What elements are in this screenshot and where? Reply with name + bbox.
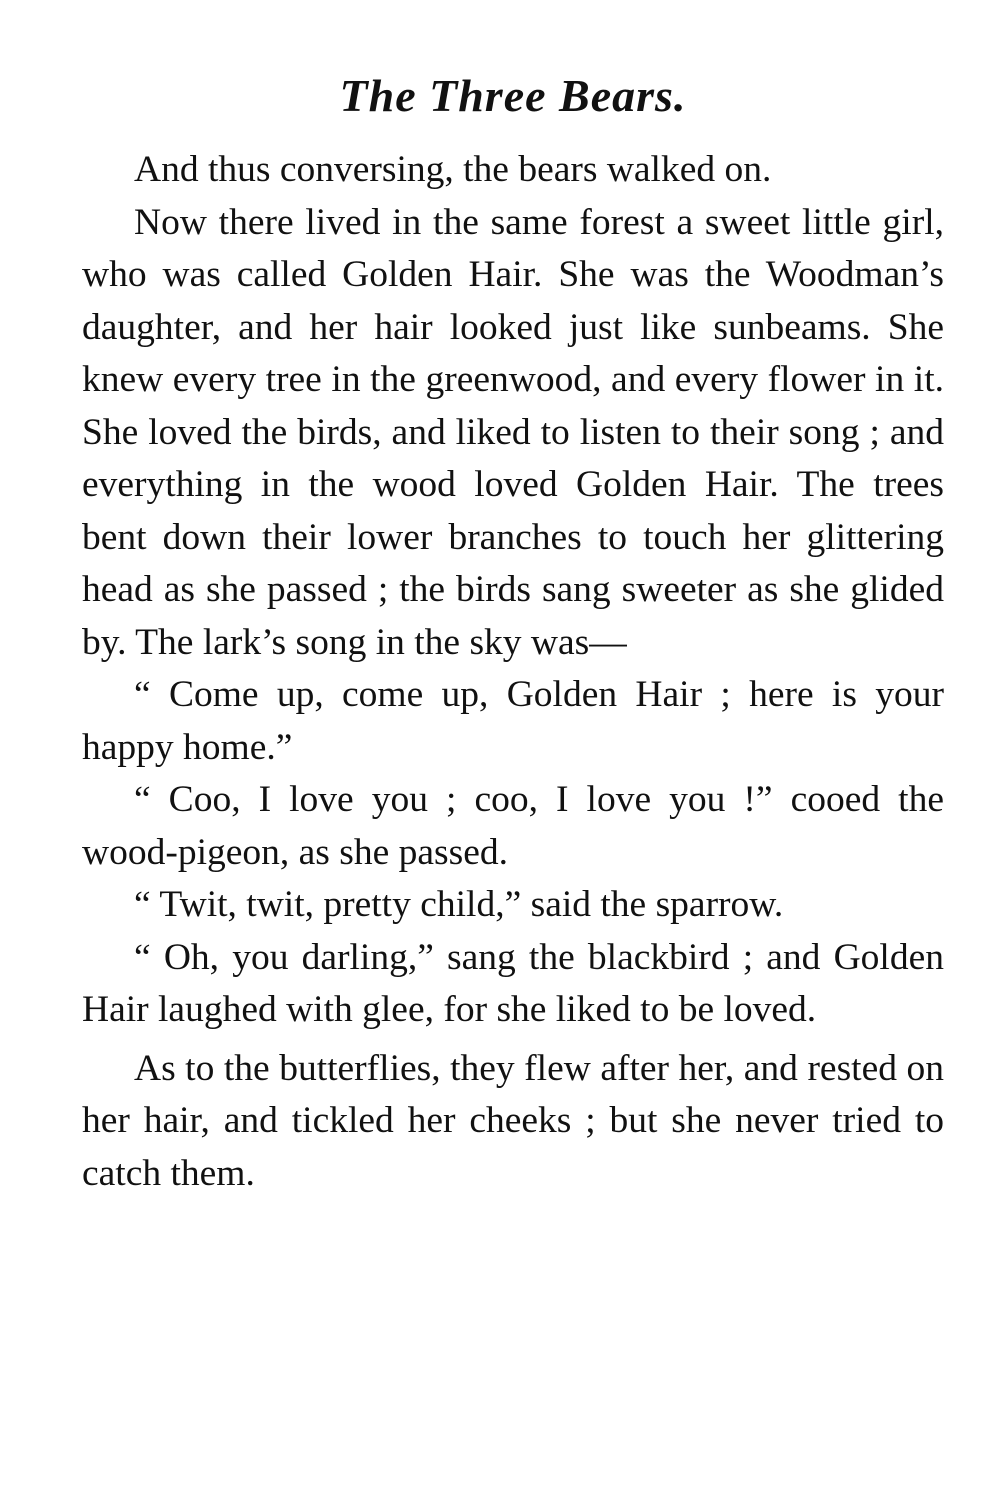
paragraph: “ Come up, come up, Golden Hair ; here is your happy home.” [82, 674, 944, 768]
paragraph: “ Twit, twit, pretty child,” said the sparrow. [134, 884, 784, 925]
paragraph: And thus conversing, the bears walked on. [134, 149, 772, 190]
paragraph: “ Coo, I love you ; coo, I love you !” cooed the wood-pigeon, as she passed. [82, 779, 944, 873]
running-title: The Three Bears. [339, 70, 687, 121]
paragraph: Now there lived in the same forest a sweet little girl, who was called Golden Hair. She was the Woodman’s daughter, and her hair looked just like sunbeams. She knew every tree in the greenwood, and every flower in it. She loved the birds, and liked to listen to their song ; and everything in the wood loved Golden Hair. The trees bent down their lower branches to touch her glittering head as she passed ; the birds sang sweeter as she glided by. The lark’s song in the sky was— [82, 201, 944, 663]
paragraph: As to the butterflies, they flew after her, and rested on her hair, and tickled her cheeks ; but she never tried to catch them. [82, 1047, 944, 1194]
book-page [82, 62, 944, 1200]
paragraph: “ Oh, you darling,” sang the blackbird ; and Golden Hair laughed with glee, for she liked to be loved. [82, 936, 944, 1030]
